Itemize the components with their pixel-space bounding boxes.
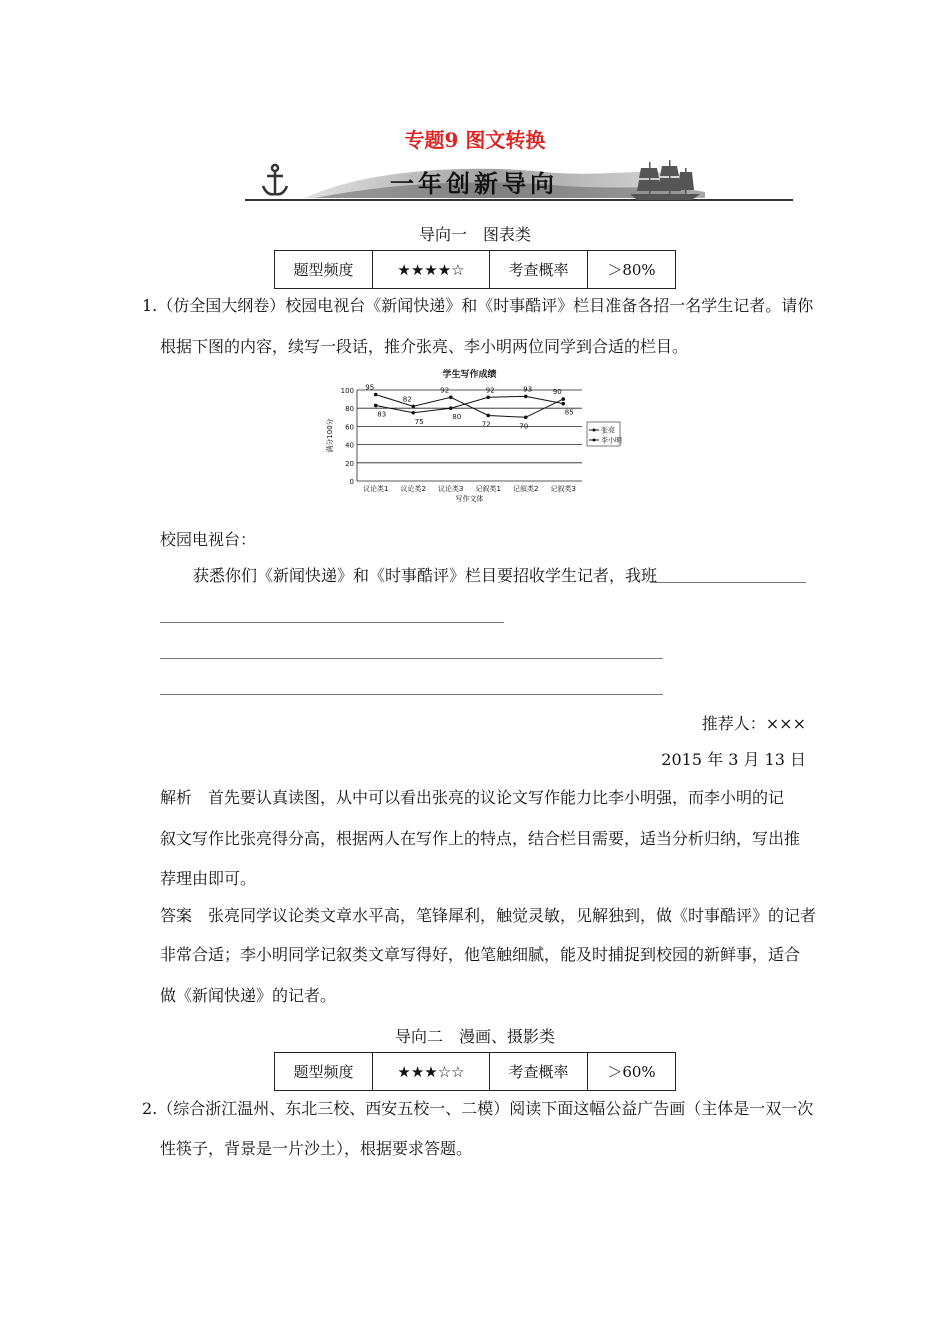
q1-date: 2015 年 3 月 13 日 bbox=[661, 750, 806, 769]
banner bbox=[245, 158, 793, 204]
data-point bbox=[374, 393, 378, 397]
answer-line2: 非常合适；李小明同学记叙类文章写得好，他笔触细腻，能及时捕捉到校园的新鲜事，适合 bbox=[160, 945, 801, 964]
probability-label: 考查概率 bbox=[490, 251, 588, 289]
data-point bbox=[449, 406, 453, 410]
score-chart bbox=[322, 365, 622, 507]
q1-line1: 1.（仿全国大纲卷）校园电视台《新闻快递》和《时事酷评》栏目准备各招一名学生记者。请你 bbox=[142, 296, 814, 315]
section2-frequency-table bbox=[274, 1052, 676, 1091]
legend-marker bbox=[593, 429, 596, 432]
answer-blank-line[interactable] bbox=[160, 694, 663, 695]
q2-line1: 2.（综合浙江温州、东北三校、西安五校一、二模）阅读下面这幅公益广告画（主体是一双一次 bbox=[142, 1099, 814, 1118]
probability-value: ＞80% bbox=[588, 251, 676, 289]
page-title: 专题9 图文转换 bbox=[404, 128, 546, 152]
y-axis-label: 满分100分 bbox=[326, 418, 334, 453]
data-point bbox=[524, 395, 528, 399]
x-tick-label: 记叙类3 bbox=[550, 485, 576, 493]
q1-signature: 推荐人：××× bbox=[701, 714, 806, 733]
data-label: 95 bbox=[365, 383, 375, 392]
data-point bbox=[524, 416, 528, 420]
data-point bbox=[561, 397, 565, 401]
frequency-stars: ★★★☆☆ bbox=[373, 1053, 490, 1091]
answer-blank-line[interactable] bbox=[160, 658, 663, 659]
answer-blank-line[interactable] bbox=[160, 622, 504, 623]
data-label: 90 bbox=[552, 388, 562, 397]
analysis-line3: 荐理由即可。 bbox=[160, 869, 257, 888]
sailing-ship-icon bbox=[630, 160, 700, 200]
section1-heading: 导向一 图表类 bbox=[418, 225, 531, 244]
x-tick-label: 记叙类1 bbox=[475, 485, 501, 493]
q2-line2: 性筷子，背景是一片沙土），根据要求答题。 bbox=[160, 1139, 473, 1158]
data-point bbox=[486, 395, 490, 399]
score-chart-svg bbox=[322, 365, 622, 507]
q1-line2: 根据下图的内容，续写一段话，推介张亮、李小明两位同学到合适的栏目。 bbox=[160, 337, 689, 356]
x-axis-label: 写作文体 bbox=[455, 495, 484, 503]
section1-frequency-table bbox=[274, 250, 676, 289]
y-tick-label: 60 bbox=[345, 423, 354, 432]
probability-value: ＞60% bbox=[588, 1053, 676, 1091]
data-label: 82 bbox=[402, 395, 412, 404]
q1-body-start: 获悉你们《新闻快递》和《时事酷评》栏目要招收学生记者，我班 bbox=[193, 566, 658, 585]
x-tick-label: 记叙类2 bbox=[513, 485, 539, 493]
y-tick-label: 20 bbox=[345, 459, 354, 468]
y-tick-label: 100 bbox=[340, 387, 354, 395]
analysis-line2: 叙文写作比张亮得分高，根据两人在写作上的特点，结合栏目需要，适当分析归纳，写出推 bbox=[160, 829, 801, 848]
data-point bbox=[449, 395, 453, 399]
data-point bbox=[411, 405, 415, 409]
anchor-icon bbox=[263, 165, 287, 194]
y-tick-label: 40 bbox=[345, 441, 354, 450]
q1-salutation: 校园电视台： bbox=[160, 530, 257, 549]
banner-text: 一年创新导向 bbox=[390, 170, 558, 198]
legend-marker bbox=[593, 439, 596, 442]
section2-heading: 导向二 漫画、摄影类 bbox=[394, 1027, 555, 1046]
legend-label: 李小明 bbox=[601, 436, 622, 445]
data-label: 92 bbox=[440, 386, 450, 395]
frequency-label: 题型频度 bbox=[275, 251, 373, 289]
y-tick-label: 0 bbox=[349, 478, 354, 486]
x-tick-label: 议论类3 bbox=[438, 485, 464, 493]
data-point bbox=[561, 402, 565, 406]
data-point bbox=[486, 414, 490, 418]
chart-title: 学生写作成绩 bbox=[442, 370, 497, 380]
data-label: 93 bbox=[523, 385, 533, 394]
x-tick-label: 议论类1 bbox=[363, 485, 389, 493]
legend-label: 张亮 bbox=[601, 426, 615, 435]
answer-line3: 做《新闻快递》的记者。 bbox=[160, 986, 337, 1005]
data-point bbox=[411, 411, 415, 415]
data-point bbox=[374, 404, 378, 408]
answer-blank-line[interactable] bbox=[650, 582, 806, 583]
y-tick-label: 80 bbox=[345, 405, 354, 414]
frequency-stars: ★★★★☆ bbox=[373, 251, 490, 289]
data-label: 70 bbox=[519, 422, 529, 431]
data-label: 80 bbox=[452, 413, 462, 422]
data-label: 72 bbox=[481, 420, 491, 429]
data-label: 92 bbox=[485, 386, 495, 395]
data-label: 85 bbox=[564, 408, 574, 417]
x-tick-label: 议论类2 bbox=[400, 485, 426, 493]
probability-label: 考查概率 bbox=[490, 1053, 588, 1091]
data-label: 75 bbox=[414, 417, 424, 426]
answer-line1: 答案 张亮同学议论类文章水平高，笔锋犀利，触觉灵敏，见解独到，做《时事酷评》的记者 bbox=[160, 906, 817, 925]
frequency-label: 题型频度 bbox=[275, 1053, 373, 1091]
data-label: 83 bbox=[377, 410, 387, 419]
analysis-line1: 解析 首先要认真读图，从中可以看出张亮的议论文写作能力比李小明强，而李小明的记 bbox=[160, 788, 785, 807]
